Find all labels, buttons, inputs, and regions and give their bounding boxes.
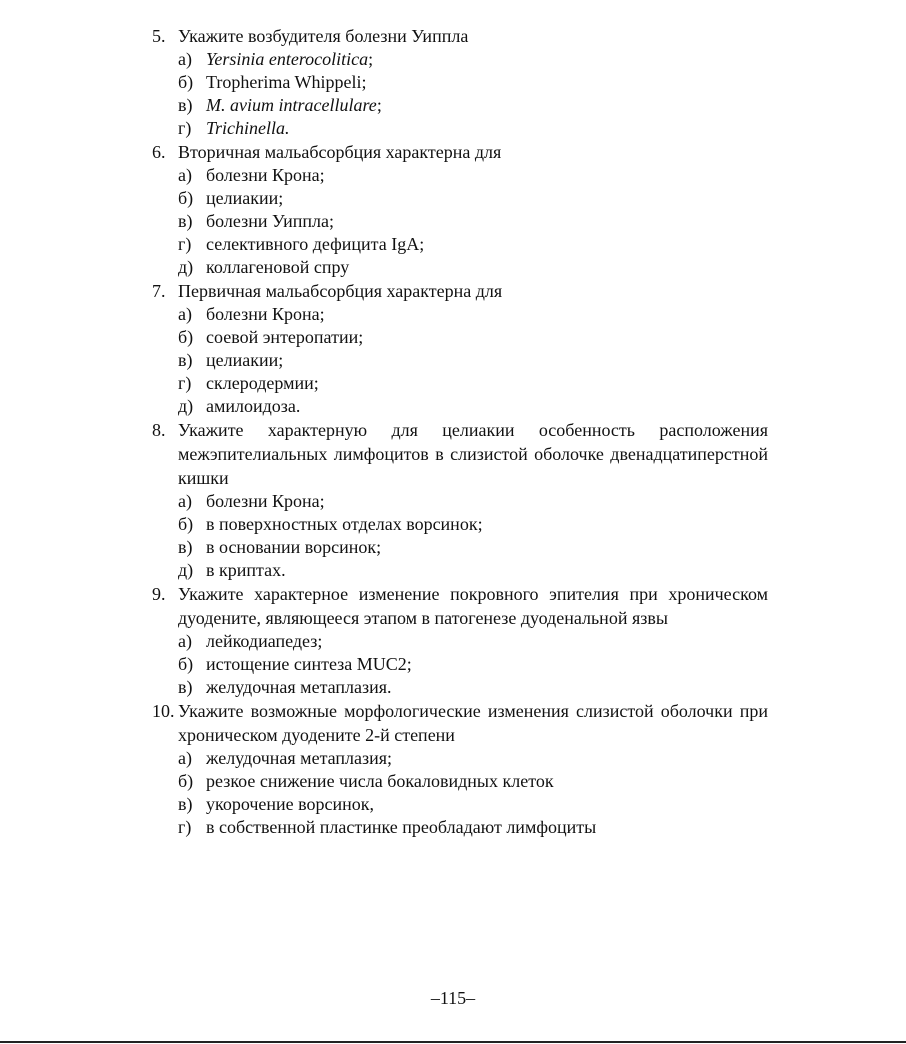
option-v (152, 793, 768, 816)
option-letter: а) (178, 165, 192, 185)
option-b (152, 187, 768, 210)
option-text: целиакии; (206, 350, 284, 370)
question-number: 7. (152, 281, 166, 301)
option-text: болезни Крона; (206, 491, 325, 511)
option-g (152, 117, 768, 140)
question-number: 5. (152, 26, 166, 46)
question-text: Укажите возбудителя болезни Уиппла (178, 26, 469, 46)
option-text: склеродермии; (206, 373, 319, 393)
option-letter: в) (178, 211, 193, 231)
option-body (206, 48, 373, 71)
option-letter: б) (178, 514, 194, 534)
option-text: соевой энтеропатии; (206, 327, 364, 347)
option-letter: а) (178, 49, 192, 69)
option-text: истощение синтеза MUC2; (206, 654, 412, 674)
option-letter: а) (178, 748, 192, 768)
option-d (152, 256, 768, 279)
option-list (152, 630, 768, 699)
question-header (152, 24, 768, 48)
option-b (152, 513, 768, 536)
option-letter: г) (178, 373, 192, 393)
option-text: в поверхностных отделах ворсинок; (206, 514, 483, 534)
option-list (152, 303, 768, 418)
option-g (152, 816, 768, 839)
option-letter: а) (178, 631, 192, 651)
option-letter: а) (178, 491, 192, 511)
option-letter: в) (178, 794, 193, 814)
option-list (152, 48, 768, 140)
question-text: Укажите характерную для целиакии особенность расположения межэпителиальных лимфоцитов в слизистой оболочке двенадцатиперстной кишки (178, 420, 768, 488)
option-text: в собственной пластинке преобладают лимфоциты (206, 817, 597, 837)
option-text: Tropherima Whippeli; (206, 72, 367, 92)
option-g (152, 372, 768, 395)
option-letter: д) (178, 396, 194, 416)
option-letter: в) (178, 677, 193, 697)
option-a (152, 303, 768, 326)
question-text: Вторичная мальабсорбция характерна для (178, 142, 502, 162)
option-suffix: ; (368, 49, 374, 69)
option-letter: г) (178, 118, 192, 138)
option-text: Yersinia enterocolitica (206, 49, 369, 69)
option-a (152, 48, 768, 71)
option-text: селективного дефицита IgA; (206, 234, 425, 254)
option-list (152, 490, 768, 582)
question-8 (152, 418, 768, 582)
option-letter: в) (178, 537, 193, 557)
option-b (152, 653, 768, 676)
option-d (152, 395, 768, 418)
option-a (152, 747, 768, 770)
option-letter: а) (178, 304, 192, 324)
question-10 (152, 699, 768, 839)
question-header (152, 418, 768, 490)
option-b (152, 770, 768, 793)
question-number: 9. (152, 584, 166, 604)
option-a (152, 164, 768, 187)
option-d (152, 559, 768, 582)
option-letter: б) (178, 72, 194, 92)
option-text: M. avium intracellulare (206, 95, 377, 115)
option-letter: г) (178, 817, 192, 837)
option-b (152, 71, 768, 94)
option-text: желудочная метаплазия; (206, 748, 393, 768)
option-list (152, 747, 768, 839)
option-letter: д) (178, 257, 194, 277)
option-letter: в) (178, 350, 193, 370)
option-v (152, 94, 768, 117)
option-v (152, 676, 768, 699)
question-header (152, 140, 768, 164)
option-text: желудочная метаплазия. (206, 677, 392, 697)
option-letter: г) (178, 234, 192, 254)
option-text: Trichinella. (206, 118, 290, 138)
question-text: Укажите характерное изменение покровного эпителия при хроническом дуодените, являющееся этапом в патогенезе дуоденальной язвы (178, 584, 768, 628)
option-list (152, 164, 768, 279)
option-text: амилоидоза. (206, 396, 301, 416)
option-letter: б) (178, 188, 194, 208)
option-text: болезни Крона; (206, 304, 325, 324)
option-v (152, 536, 768, 559)
question-9 (152, 582, 768, 699)
question-text: Первичная мальабсорбция характерна для (178, 281, 503, 301)
option-a (152, 630, 768, 653)
question-6 (152, 140, 768, 279)
option-text: лейкодиапедез; (206, 631, 323, 651)
question-header (152, 699, 768, 747)
option-g (152, 233, 768, 256)
option-text: целиакии; (206, 188, 284, 208)
bottom-divider (0, 1041, 906, 1043)
question-number: 8. (152, 420, 166, 440)
question-header (152, 582, 768, 630)
option-letter: в) (178, 95, 193, 115)
option-letter: б) (178, 654, 194, 674)
option-text: коллагеновой спру (206, 257, 350, 277)
question-5 (152, 24, 768, 140)
page-number: –115– (430, 988, 476, 1008)
option-text: болезни Крона; (206, 165, 325, 185)
option-suffix: ; (376, 95, 382, 115)
question-number: 6. (152, 142, 166, 162)
option-text: болезни Уиппла; (206, 211, 335, 231)
option-text: в основании ворсинок; (206, 537, 382, 557)
option-text: укорочение ворсинок, (206, 794, 375, 814)
option-text: в криптах. (206, 560, 286, 580)
question-list (152, 24, 768, 839)
question-7 (152, 279, 768, 418)
question-number: 10. (152, 701, 175, 721)
option-b (152, 326, 768, 349)
option-body (206, 94, 382, 117)
option-text: резкое снижение числа бокаловидных клеток (206, 771, 554, 791)
option-a (152, 490, 768, 513)
option-v (152, 349, 768, 372)
question-text: Укажите возможные морфологические изменения слизистой оболочки при хроническом дуодените 2-й степени (178, 701, 768, 745)
option-letter: д) (178, 560, 194, 580)
option-letter: б) (178, 327, 194, 347)
question-header (152, 279, 768, 303)
option-letter: б) (178, 771, 194, 791)
option-v (152, 210, 768, 233)
